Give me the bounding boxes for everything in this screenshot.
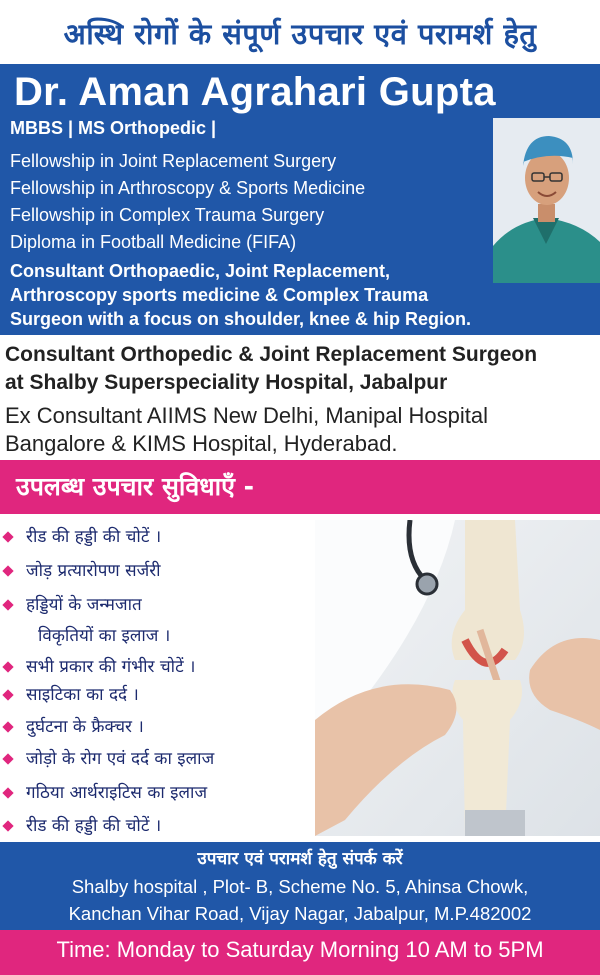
fellowship-line: Fellowship in Arthroscopy & Sports Medicine (10, 178, 366, 198)
ex-consultant-line: Bangalore & KIMS Hospital, Hyderabad. (5, 431, 398, 456)
top-title: अस्थि रोगों के संपूर्ण उपचार एवं परामर्श हेतु (63, 17, 537, 51)
timing-text: Time: Monday to Saturday Morning 10 AM to 5PM (56, 937, 544, 962)
service-item: जोड़ो के रोग एवं दर्द का इलाज (4, 746, 214, 769)
doctor-portrait-icon (493, 118, 600, 283)
service-item: हड्डियों के जन्मजात (4, 592, 142, 615)
consultant-line: Surgeon with a focus on shoulder, knee & hip Region. (10, 309, 472, 329)
ex-consultant-line: Ex Consultant AIIMS New Delhi, Manipal Hospital (5, 403, 488, 428)
diamond-bullet-icon (2, 661, 13, 672)
knee-model-photo (315, 520, 600, 836)
fellowship-line: Fellowship in Joint Replacement Surgery (10, 151, 337, 171)
consultant-line: Arthroscopy sports medicine & Complex Trauma (10, 285, 429, 305)
service-item: गठिया आर्थराइटिस का इलाज (4, 780, 207, 803)
doctor-qualifications: MBBS | MS Orthopedic | (10, 118, 217, 138)
diamond-bullet-icon (2, 565, 13, 576)
service-item-continuation: विकृतियों का इलाज । (38, 626, 171, 646)
diamond-bullet-icon (2, 599, 13, 610)
service-item: दुर्घटना के फ्रैक्चर । (4, 714, 144, 737)
address-line: Kanchan Vihar Road, Vijay Nagar, Jabalpur, M.P.482002 (68, 903, 532, 924)
contact-heading: उपचार एवं परामर्श हेतु संपर्क करें (197, 849, 403, 869)
service-item: सभी प्रकार की गंभीर चोटें । (4, 654, 196, 677)
address-line: Shalby hospital , Plot- B, Scheme No. 5, Ahinsa Chowk, (71, 876, 529, 897)
fellowship-line: Diploma in Football Medicine (FIFA) (10, 232, 297, 252)
hospital-line: Consultant Orthopedic & Joint Replacement Surgeon (5, 343, 538, 366)
knee-joint-icon (315, 520, 600, 836)
diamond-bullet-icon (2, 689, 13, 700)
fellowship-line: Fellowship in Complex Trauma Surgery (10, 205, 325, 225)
diamond-bullet-icon (2, 820, 13, 831)
service-item: जोड़ प्रत्यारोपण सर्जरी (4, 558, 161, 581)
diamond-bullet-icon (2, 531, 13, 542)
doctor-photo (493, 118, 600, 283)
doctor-name: Dr. Aman Agrahari Gupta (14, 70, 496, 114)
diamond-bullet-icon (2, 753, 13, 764)
diamond-bullet-icon (2, 787, 13, 798)
service-item: रीड की हड्डी की चोटें । (4, 524, 161, 547)
hospital-line: at Shalby Superspeciality Hospital, Jabalpur (5, 371, 448, 394)
diamond-bullet-icon (2, 721, 13, 732)
service-item: साइटिका का दर्द । (4, 682, 139, 705)
service-item: रीड की हड्डी की चोटें । (4, 813, 161, 836)
consultant-line: Consultant Orthopaedic, Joint Replacement, (10, 261, 391, 281)
services-title: उपलब्ध उपचार सुविधाएँ - (16, 472, 254, 501)
